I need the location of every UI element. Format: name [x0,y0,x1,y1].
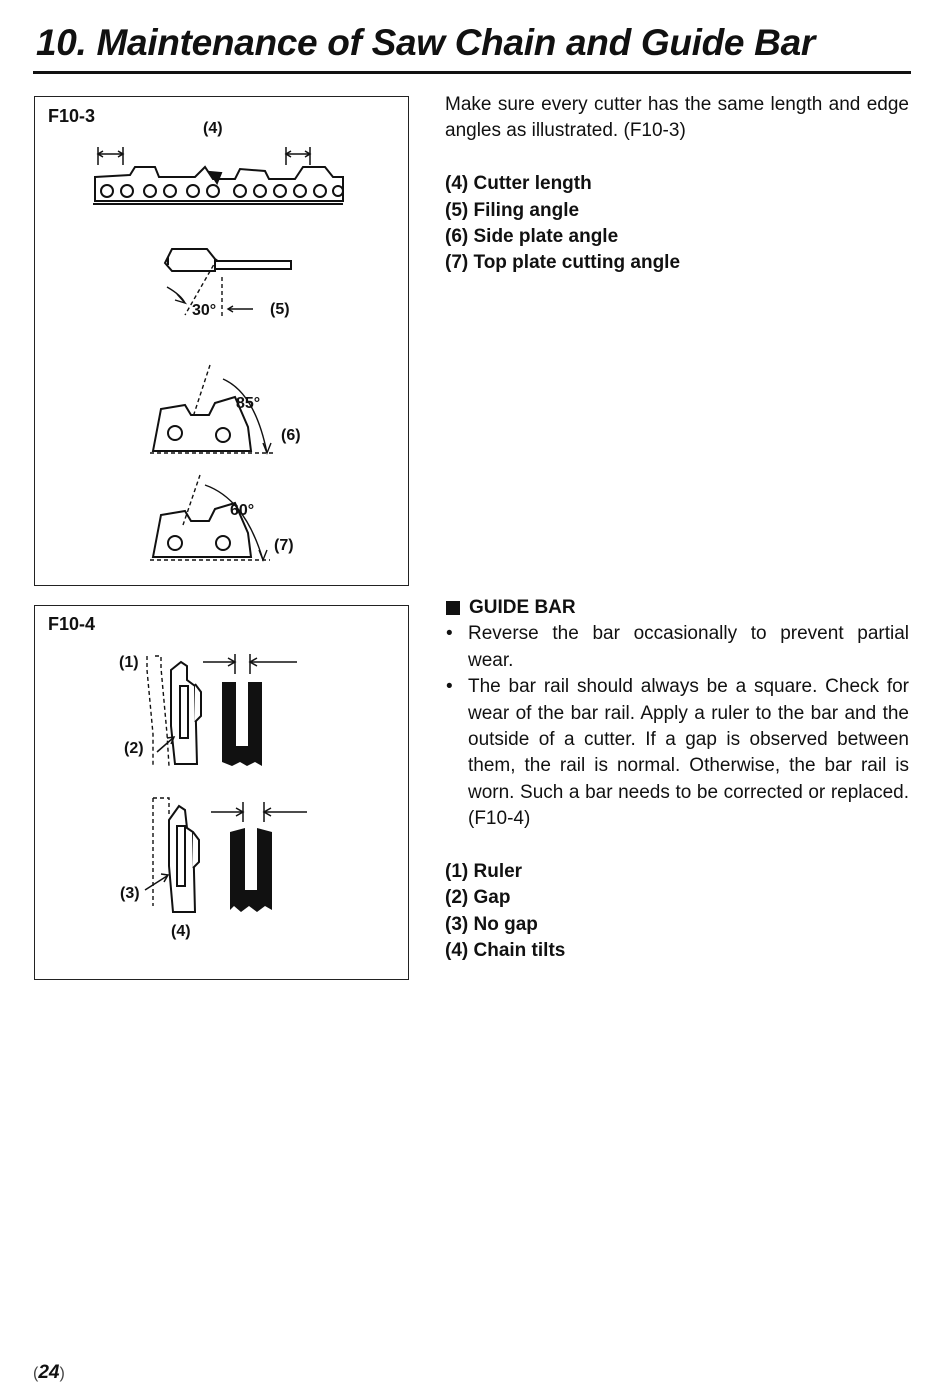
angle-30-label: 30° [192,302,217,319]
callout-4: (4) [171,923,191,940]
legend-item: (7) Top plate cutting angle [445,252,681,274]
cutter-paragraph: Make sure every cutter has the same length and edge angles as illustrated. (F10-3) [445,94,909,142]
figure-label: F10-3 [48,106,96,126]
heading-text: GUIDE BAR [469,597,576,618]
guide-bar-section [445,595,909,965]
angle-85-label: 85° [236,395,261,412]
bullet-item [445,674,909,832]
legend-item: (5) Filing angle [445,199,580,221]
bullet-text: The bar rail should always be a square. Check for wear of the bar rail. Apply a ruler to the bar and the outside of a cutter. If a gap is observed between them, the rail is normal. Otherwise, the bar rail is worn. Such a bar needs to be corrected or replaced. (F10-4) [468,676,909,830]
callout-7: (7) [274,537,294,554]
section-heading [445,595,909,621]
callout-5: (5) [270,301,290,318]
page-number [33,1362,65,1384]
guide-bar-legend [445,859,909,965]
bullet-item [445,621,909,674]
legend-item: (4) Chain tilts [445,940,566,962]
cutter-section [445,92,909,277]
callout-4: (4) [203,120,223,137]
guide-bar-rail-diagram [35,606,410,981]
callout-3: (3) [120,885,140,902]
bullet-icon: • [446,623,453,645]
legend-item: (2) Gap [445,887,511,909]
page-title: 10. Maintenance of Saw Chain and Guide Bar [36,22,815,63]
page-number-bracket: ) [59,1365,65,1382]
figure-f10-3 [34,96,409,586]
cutter-legend [445,171,909,277]
figure-f10-4 [34,605,409,980]
bullet-text: Reverse the bar occasionally to prevent partial wear. [468,623,909,671]
legend-item: (6) Side plate angle [445,226,619,248]
saw-chain-cutter-diagram [35,97,410,587]
callout-2: (2) [124,740,144,757]
page-number-value: 24 [38,1362,60,1383]
legend-item: (4) Cutter length [445,173,592,195]
figure-label: F10-4 [48,614,96,634]
bullet-icon: • [446,676,453,698]
legend-item: (3) No gap [445,913,538,935]
callout-1: (1) [119,654,139,671]
angle-60-label: 60° [230,502,255,519]
title-underline [33,71,911,74]
square-bullet-icon [446,601,460,615]
legend-item: (1) Ruler [445,861,523,883]
guide-bar-bullets [445,621,909,832]
callout-6: (6) [281,427,301,444]
page-number-bracket: ( [33,1365,39,1382]
